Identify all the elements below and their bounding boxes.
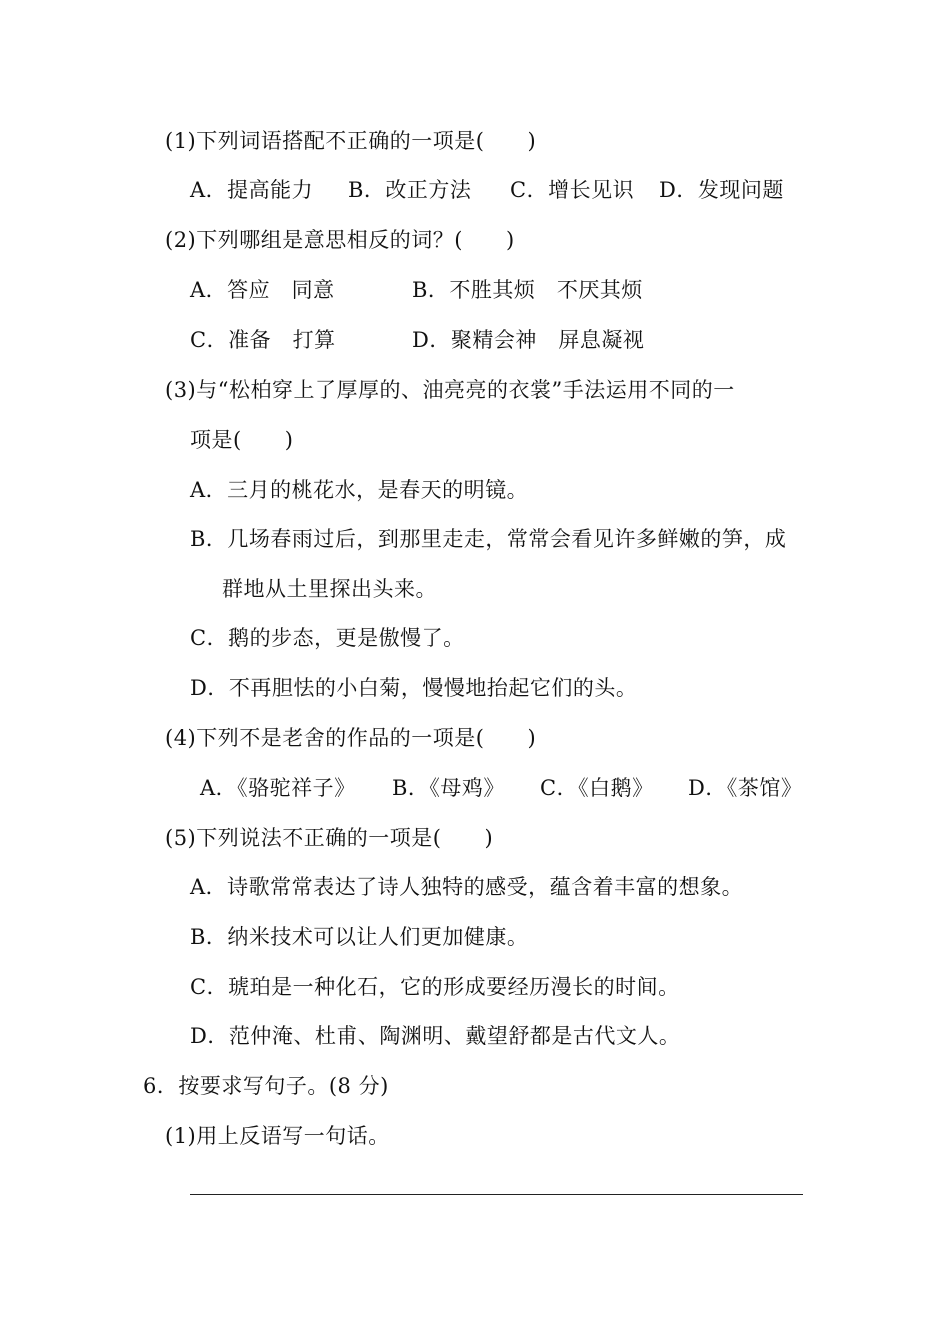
q1-option-b: B．改正方法 bbox=[348, 178, 472, 202]
q4-option-a: A．《骆驼祥子》 bbox=[200, 776, 356, 800]
q5-option-a: A．诗歌常常表达了诗人独特的感受，蕴含着丰富的想象。 bbox=[190, 875, 744, 899]
q1-option-c: C．增长见识 bbox=[510, 178, 635, 202]
q2-option-a: A．答应 同意 bbox=[190, 278, 335, 302]
q3-option-a: A．三月的桃花水，是春天的明镜。 bbox=[190, 478, 529, 502]
q1-stem: (1)下列词语搭配不正确的一项是( ) bbox=[165, 129, 537, 153]
q3-option-b-line2: 群地从土里探出头来。 bbox=[222, 577, 437, 601]
q4-stem: (4)下列不是老舍的作品的一项是( ) bbox=[165, 726, 537, 750]
section6-sub1: (1)用上反语写一句话。 bbox=[165, 1124, 390, 1148]
q5-option-c: C．琥珀是一种化石，它的形成要经历漫长的时间。 bbox=[190, 975, 680, 999]
q4-option-d: D．《茶馆》 bbox=[688, 776, 803, 800]
q3-option-d: D．不再胆怯的小白菊，慢慢地抬起它们的头。 bbox=[190, 676, 638, 700]
q2-option-d: D．聚精会神 屏息凝视 bbox=[412, 328, 645, 352]
q5-option-b: B．纳米技术可以让人们更加健康。 bbox=[190, 925, 529, 949]
q4-option-c: C．《白鹅》 bbox=[540, 776, 654, 800]
q2-stem: (2)下列哪组是意思相反的词？( ) bbox=[165, 228, 515, 252]
q3-option-c: C．鹅的步态，更是傲慢了。 bbox=[190, 626, 465, 650]
q3-stem-line1: (3)与“松柏穿上了厚厚的、油亮亮的衣裳”手法运用不同的一 bbox=[165, 378, 735, 402]
answer-blank-line[interactable] bbox=[190, 1194, 803, 1195]
q5-stem: (5)下列说法不正确的一项是( ) bbox=[165, 826, 494, 850]
section6-title: 6．按要求写句子。(8 分) bbox=[143, 1074, 389, 1098]
q2-option-b: B．不胜其烦 不厌其烦 bbox=[412, 278, 643, 302]
q3-stem-line2: 项是( ) bbox=[190, 428, 294, 452]
q1-option-d: D．发现问题 bbox=[659, 178, 784, 202]
q1-option-a: A．提高能力 bbox=[190, 178, 314, 202]
q2-option-c: C．准备 打算 bbox=[190, 328, 336, 352]
q3-option-b-line1: B．几场春雨过后，到那里走走，常常会看见许多鲜嫩的笋，成 bbox=[190, 527, 787, 551]
q5-option-d: D．范仲淹、杜甫、陶渊明、戴望舒都是古代文人。 bbox=[190, 1024, 681, 1048]
q4-option-b: B．《母鸡》 bbox=[392, 776, 505, 800]
